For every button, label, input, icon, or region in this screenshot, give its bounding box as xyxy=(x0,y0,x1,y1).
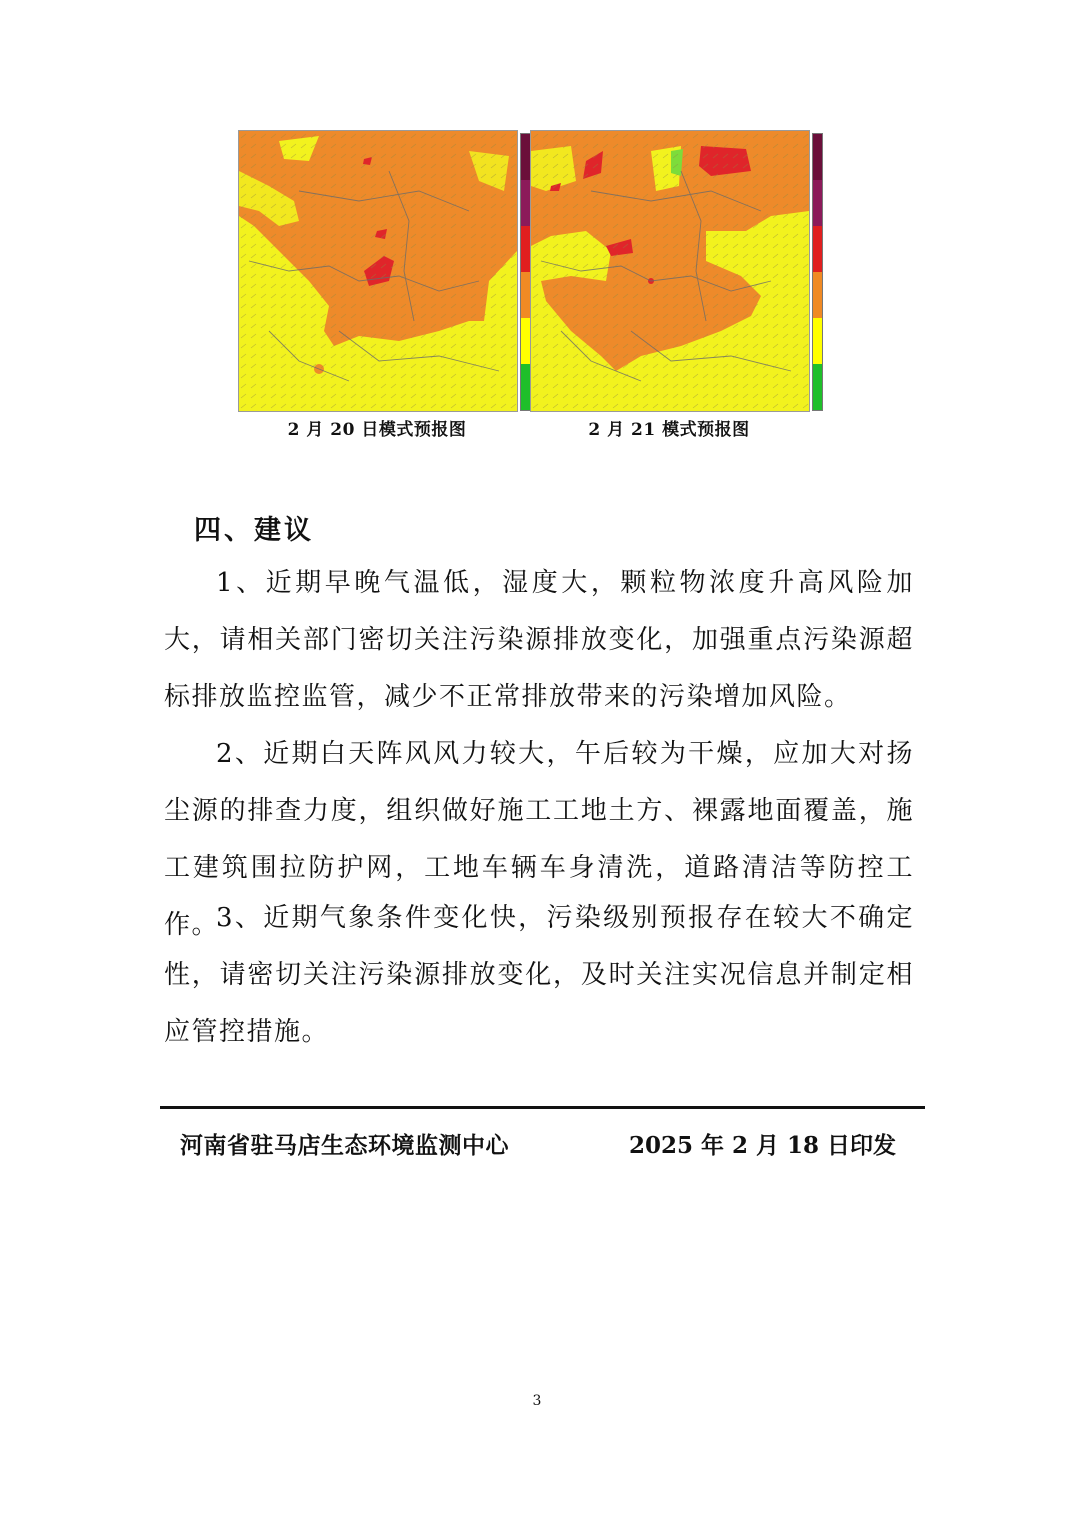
forecast-figures xyxy=(238,130,828,440)
legend-swatch xyxy=(813,226,822,272)
page-number: 3 xyxy=(532,1393,542,1409)
wind-field xyxy=(239,131,517,411)
issuer-name: 河南省驻马店生态环境监测中心 xyxy=(180,1132,509,1159)
legend-swatch xyxy=(521,226,530,272)
forecast-map-feb20 xyxy=(238,130,518,412)
legend-swatch xyxy=(521,364,530,410)
forecast-map-feb21 xyxy=(530,130,810,412)
legend-swatch xyxy=(813,364,822,410)
legend-swatch xyxy=(521,272,530,318)
recommendation-paragraph: 3、近期气象条件变化快，污染级别预报存在较大不确定性，请密切关注污染源排放变化，及时关注实况信息并制定相应管控措施。 xyxy=(164,903,914,1047)
section-heading: 四、建议 xyxy=(194,515,314,546)
legend-swatch xyxy=(813,134,822,180)
recommendation-paragraph: 2、近期白天阵风风力较大，午后较为干燥，应加大对扬尘源的排查力度，组织做好施工工地土方、裸露地面覆盖，施工建筑围拉防护网，工地车辆车身清洗，道路清洁等防控工作。 xyxy=(164,739,914,940)
forecast-map-feb21-graphic xyxy=(531,131,809,411)
legend-swatch xyxy=(813,318,822,364)
legend-swatch xyxy=(521,134,530,180)
footer-divider xyxy=(160,1106,925,1109)
figure-caption: 2 月 20 日模式预报图 xyxy=(287,420,467,440)
legend-swatch xyxy=(521,180,530,226)
issue-date: 2025 年 2 月 18 日印发 xyxy=(628,1132,896,1159)
legend-swatch xyxy=(521,318,530,364)
forecast-map-feb20-graphic xyxy=(239,131,517,411)
wind-field xyxy=(531,131,809,411)
recommendation-paragraph: 1、近期早晚气温低，湿度大，颗粒物浓度升高风险加大，请相关部门密切关注污染源排放变化，加强重点污染源超标排放监控监管，减少不正常排放带来的污染增加风险。 xyxy=(164,568,914,712)
legend-swatch xyxy=(813,180,822,226)
figure-caption: 2 月 21 模式预报图 xyxy=(588,420,750,440)
legend-bar xyxy=(812,133,823,411)
legend-swatch xyxy=(813,272,822,318)
